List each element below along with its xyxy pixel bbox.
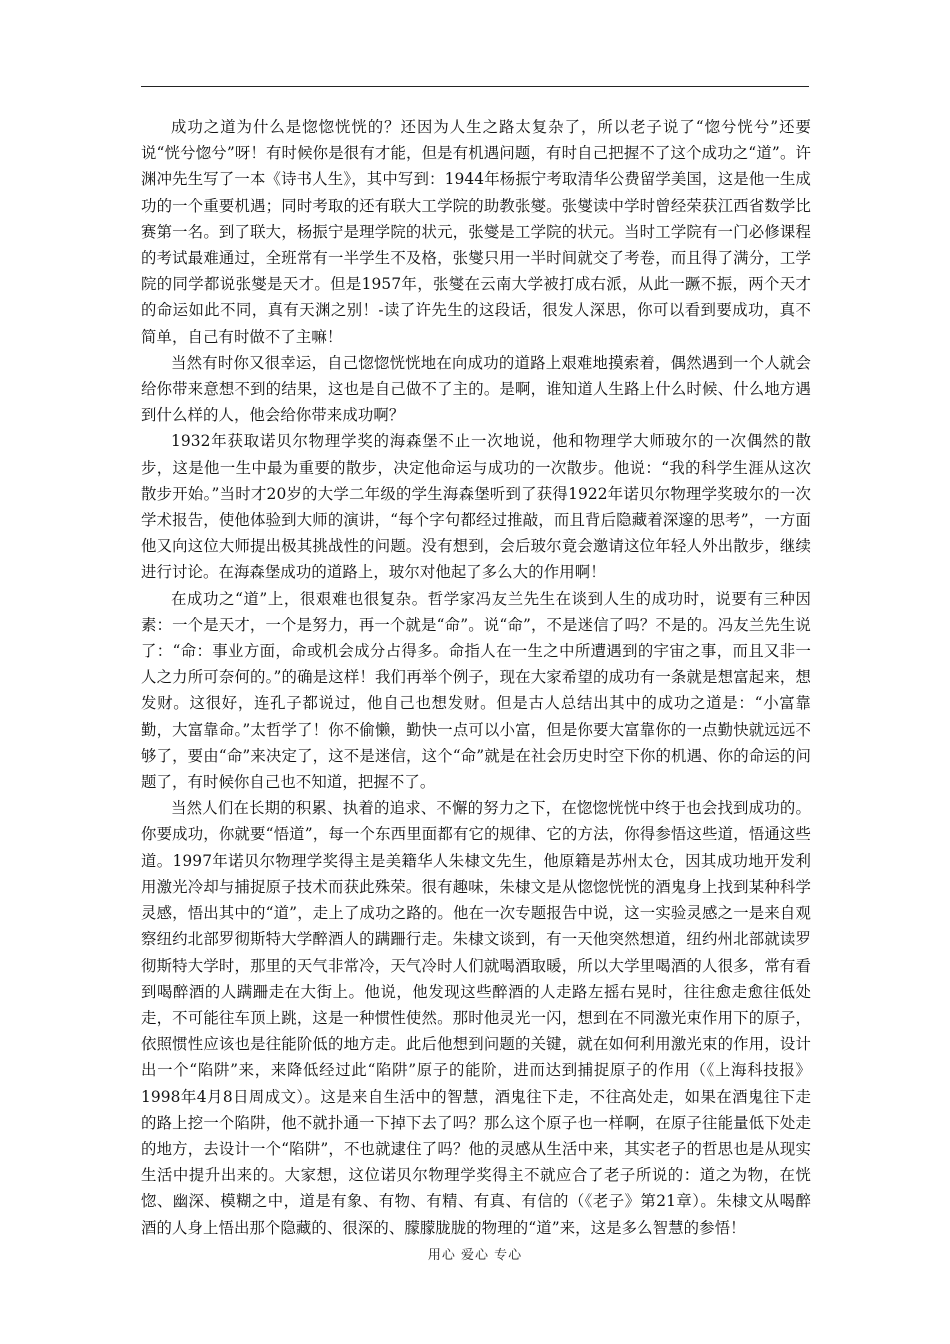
paragraph-3: 1932年获取诺贝尔物理学奖的海森堡不止一次地说，他和物理学大师玻尔的一次偶然的散步，这是他一生中最为重要的散步，决定他命运与成功的一次散步。他说：“我的科学生涯从这次散步开始。”当时才20岁的大学二年级的学生海森堡听到了获得1922年诺贝尔物理学奖玻尔的一次学术报告，使他体验到大师的演讲，“每个字句都经过推敲，而且背后隐藏着深邃的思考”，一方面他又向这位大师提出极其挑战性的问题。没有想到，会后玻尔竟会邀请这位年轻人外出散步，继续进行讨论。在海森堡成功的道路上，玻尔对他起了多么大的作用啊！ bbox=[141, 432, 811, 582]
paragraph-4: 在成功之“道”上，很艰难也很复杂。哲学家冯友兰先生在谈到人生的成功时，说要有三种因素：一个是天才，一个是努力，再一个就是“命”。说“命”，不是迷信了吗？不是的。冯友兰先生说了：“命：事业方面，命或机会成分占得多。命指人在一生之中所遭遇到的宇宙之事，而且又非一人之力所可奈何的。”的确是这样！我们再举个例子，现在大家希望的成功有一条就是想富起来，想发财。这很好，连孔子都说过，他自己也想发财。但是古人总结出其中的成功之道是：“小富靠勤，大富靠命。”太哲学了！你不偷懒，勤快一点可以小富，但是你要大富靠你的一点勤快就远远不够了，要由“命”来决定了，这不是迷信，这个“命”就是在社会历史时空下你的机遇、你的命运的问题了，有时候你自己也不知道，把握不了。 bbox=[141, 589, 811, 792]
document-body bbox=[141, 114, 811, 1241]
paragraph-2: 当然有时你又很幸运，自己惚惚恍恍地在向成功的道路上艰难地摸索着，偶然遇到一个人就会给你带来意想不到的结果，这也是自己做不了主的。是啊，谁知道人生路上什么时候、什么地方遇到什么样的人，他会给你带来成功啊？ bbox=[141, 353, 811, 425]
page-footer: 用心 爱心 专心 bbox=[427, 1248, 523, 1263]
header-rule bbox=[141, 86, 809, 87]
paragraph-5: 当然人们在长期的积累、执着的追求、不懈的努力之下，在惚惚恍恍中终于也会找到成功的。你要成功，你就要“悟道”，每一个东西里面都有它的规律、它的方法，你得参悟这些道，悟通这些道。1997年诺贝尔物理学奖得主是美籍华人朱棣文先生，他原籍是苏州太仓，因其成功地开发利用激光冷却与捕捉原子技术而获此殊荣。很有趣味，朱棣文是从惚惚恍恍的酒鬼身上找到某种科学灵感，悟出其中的“道”，走上了成功之路的。他在一次专题报告中说，这一实验灵感之一是来自观察纽约北部罗彻斯特大学醉酒人的蹒跚行走。朱棣文谈到，有一天他突然想道，纽约州北部就读罗彻斯特大学时，那里的天气非常冷，天气冷时人们就喝酒取暖，所以大学里喝酒的人很多，常有看到喝醉酒的人蹒跚走在大街上。他说，他发现这些醉酒的人走路左摇右晃时，往往愈走愈往低处走，不可能往车顶上跳，这是一种惯性使然。那时他灵光一闪，想到在不同激光束作用下的原子，依照惯性应该也是往能阶低的地方走。此后他想到问题的关键，就在如何利用激光束的作用，设计出一个“陷阱”来，来降低经过此“陷阱”原子的能阶，进而达到捕捉原子的作用（《上海科技报》1998年4月8日周成文）。这是来自生活中的智慧，酒鬼往下走，不往高处走，如果在酒鬼往下走的路上挖一个陷阱，他不就扑通一下掉下去了吗？那么这个原子也一样啊，在原子往能量低下处走的地方，去设计一个“陷阱”，不也就逮住了吗？他的灵感从生活中来，其实老子的哲思也是从现实生活中提升出来的。大家想，这位诺贝尔物理学奖得主不就应合了老子所说的：道之为物，在恍惚、幽深、模糊之中，道是有象、有物、有精、有真、有信的（《老子》第21章）。朱棣文从喝醉酒的人身上悟出那个隐藏的、很深的、朦朦胧胧的物理的“道”来，这是多么智慧的参悟！ bbox=[141, 799, 811, 1237]
paragraph-1: 成功之道为什么是惚惚恍恍的？还因为人生之路太复杂了，所以老子说了“惚兮恍兮”还要说“恍兮惚兮”呀！有时候你是很有才能，但是有机遇问题，有时自己把握不了这个成功之“道”。许渊冲先生写了一本《诗书人生》，其中写到：1944年杨振宁考取清华公费留学美国，这是他一生成功的一个重要机遇；同时考取的还有联大工学院的助教张燮。张燮读中学时曾经荣获江西省数学比赛第一名。到了联大，杨振宁是理学院的状元，张燮是工学院的状元。当时工学院有一门必修课程的考试最难通过，全班常有一半学生不及格，张燮只用一半时间就交了考卷，而且得了满分，工学院的同学都说张燮是天才。但是1957年，张燮在云南大学被打成右派，从此一蹶不振，两个天才的命运如此不同，真有天渊之别！-读了许先生的这段话，很发人深思，你可以看到要成功，真不简单，自己有时做不了主嘛！ bbox=[141, 118, 811, 346]
